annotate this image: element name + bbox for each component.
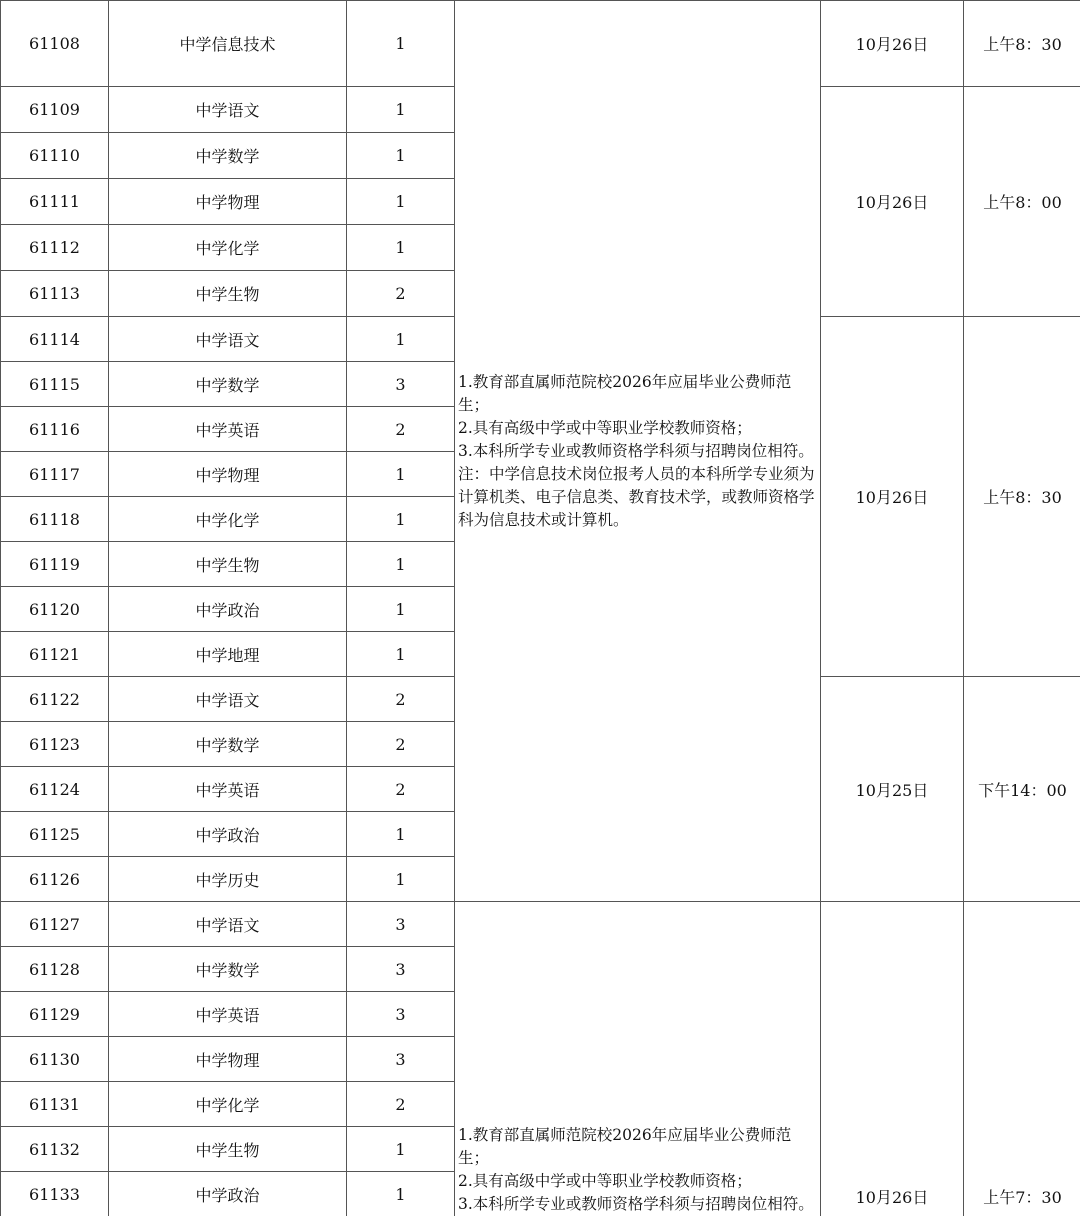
post-code-cell: 61128 bbox=[1, 947, 109, 992]
post-code-cell: 61111 bbox=[1, 179, 109, 225]
post-code-cell: 61118 bbox=[1, 497, 109, 542]
subject-cell: 中学物理 bbox=[109, 1037, 347, 1082]
exam-date-cell: 10月26日 bbox=[821, 87, 964, 317]
subject-cell: 中学化学 bbox=[109, 225, 347, 271]
subject-cell: 中学政治 bbox=[109, 1172, 347, 1216]
post-code-cell: 61131 bbox=[1, 1082, 109, 1127]
headcount-cell: 1 bbox=[347, 452, 455, 497]
exam-time-cell: 上午8：30 bbox=[964, 1, 1080, 87]
subject-cell: 中学物理 bbox=[109, 179, 347, 225]
exam-time-cell: 下午14：00 bbox=[964, 677, 1080, 902]
headcount-cell: 1 bbox=[347, 812, 455, 857]
post-code-cell: 61108 bbox=[1, 1, 109, 87]
post-code-cell: 61113 bbox=[1, 271, 109, 317]
headcount-cell: 1 bbox=[347, 587, 455, 632]
headcount-cell: 1 bbox=[347, 1127, 455, 1172]
subject-cell: 中学化学 bbox=[109, 497, 347, 542]
exam-date-cell: 10月25日 bbox=[821, 677, 964, 902]
subject-cell: 中学政治 bbox=[109, 587, 347, 632]
post-code-cell: 61121 bbox=[1, 632, 109, 677]
post-code-cell: 61132 bbox=[1, 1127, 109, 1172]
post-code-cell: 61130 bbox=[1, 1037, 109, 1082]
exam-time-cell: 上午8：00 bbox=[964, 87, 1080, 317]
subject-cell: 中学信息技术 bbox=[109, 1, 347, 87]
subject-cell: 中学政治 bbox=[109, 812, 347, 857]
headcount-cell: 3 bbox=[347, 947, 455, 992]
headcount-cell: 3 bbox=[347, 362, 455, 407]
subject-cell: 中学数学 bbox=[109, 947, 347, 992]
subject-cell: 中学语文 bbox=[109, 902, 347, 947]
subject-cell: 中学地理 bbox=[109, 632, 347, 677]
post-code-cell: 61127 bbox=[1, 902, 109, 947]
headcount-cell: 3 bbox=[347, 992, 455, 1037]
exam-date-cell: 10月26日 bbox=[821, 902, 964, 1216]
post-code-cell: 61123 bbox=[1, 722, 109, 767]
headcount-cell: 1 bbox=[347, 87, 455, 133]
subject-cell: 中学数学 bbox=[109, 362, 347, 407]
exam-date-cell: 10月26日 bbox=[821, 1, 964, 87]
headcount-cell: 1 bbox=[347, 857, 455, 902]
post-code-cell: 61129 bbox=[1, 992, 109, 1037]
requirements-cell bbox=[455, 1, 821, 902]
headcount-cell: 1 bbox=[347, 317, 455, 362]
headcount-cell: 3 bbox=[347, 1037, 455, 1082]
subject-cell: 中学物理 bbox=[109, 452, 347, 497]
post-code-cell: 61112 bbox=[1, 225, 109, 271]
requirement-line: 3.本科所学专业或教师资格学科须与招聘岗位相符。 bbox=[458, 441, 814, 460]
headcount-cell: 1 bbox=[347, 179, 455, 225]
headcount-cell: 1 bbox=[347, 1, 455, 87]
headcount-cell: 3 bbox=[347, 902, 455, 947]
subject-cell: 中学生物 bbox=[109, 1127, 347, 1172]
subject-cell: 中学语文 bbox=[109, 317, 347, 362]
table-row bbox=[1, 902, 1080, 947]
post-code-cell: 61133 bbox=[1, 1172, 109, 1216]
subject-cell: 中学英语 bbox=[109, 407, 347, 452]
headcount-cell: 1 bbox=[347, 632, 455, 677]
exam-time-cell: 上午7：30 bbox=[964, 902, 1080, 1216]
post-code-cell: 61124 bbox=[1, 767, 109, 812]
subject-cell: 中学历史 bbox=[109, 857, 347, 902]
subject-cell: 中学英语 bbox=[109, 992, 347, 1037]
subject-cell: 中学生物 bbox=[109, 271, 347, 317]
post-code-cell: 61110 bbox=[1, 133, 109, 179]
headcount-cell: 2 bbox=[347, 767, 455, 812]
exam-date-cell: 10月26日 bbox=[821, 317, 964, 677]
headcount-cell: 1 bbox=[347, 542, 455, 587]
post-code-cell: 61119 bbox=[1, 542, 109, 587]
requirement-line: 3.本科所学专业或教师资格学科须与招聘岗位相符。 bbox=[458, 1195, 814, 1213]
headcount-cell: 2 bbox=[347, 271, 455, 317]
post-code-cell: 61116 bbox=[1, 407, 109, 452]
post-code-cell: 61126 bbox=[1, 857, 109, 902]
headcount-cell: 1 bbox=[347, 225, 455, 271]
requirement-line: 2.具有高级中学或中等职业学校教师资格； bbox=[458, 1172, 752, 1190]
headcount-cell: 2 bbox=[347, 677, 455, 722]
subject-cell: 中学语文 bbox=[109, 87, 347, 133]
subject-cell: 中学语文 bbox=[109, 677, 347, 722]
post-code-cell: 61120 bbox=[1, 587, 109, 632]
exam-time-cell: 上午8：30 bbox=[964, 317, 1080, 677]
requirement-line: 1.教育部直属师范院校2026年应届毕业公费师范生； bbox=[458, 1126, 792, 1167]
post-code-cell: 61114 bbox=[1, 317, 109, 362]
headcount-cell: 2 bbox=[347, 1082, 455, 1127]
post-code-cell: 61109 bbox=[1, 87, 109, 133]
post-code-cell: 61115 bbox=[1, 362, 109, 407]
headcount-cell: 2 bbox=[347, 722, 455, 767]
requirement-note: 注：中学信息技术岗位报考人员的本科所学专业须为计算机类、电子信息类、教育技术学，或教师资格学科为信息技术或计算机。 bbox=[458, 464, 815, 529]
subject-cell: 中学数学 bbox=[109, 722, 347, 767]
post-code-cell: 61117 bbox=[1, 452, 109, 497]
headcount-cell: 1 bbox=[347, 1172, 455, 1216]
subject-cell: 中学化学 bbox=[109, 1082, 347, 1127]
table-row bbox=[1, 1, 1080, 87]
requirement-line: 1.教育部直属师范院校2026年应届毕业公费师范生； bbox=[458, 372, 792, 414]
headcount-cell: 1 bbox=[347, 497, 455, 542]
post-code-cell: 61125 bbox=[1, 812, 109, 857]
requirements-cell bbox=[455, 902, 821, 1216]
requirement-line: 2.具有高级中学或中等职业学校教师资格； bbox=[458, 418, 752, 437]
subject-cell: 中学生物 bbox=[109, 542, 347, 587]
headcount-cell: 1 bbox=[347, 133, 455, 179]
subject-cell: 中学英语 bbox=[109, 767, 347, 812]
headcount-cell: 2 bbox=[347, 407, 455, 452]
post-code-cell: 61122 bbox=[1, 677, 109, 722]
subject-cell: 中学数学 bbox=[109, 133, 347, 179]
